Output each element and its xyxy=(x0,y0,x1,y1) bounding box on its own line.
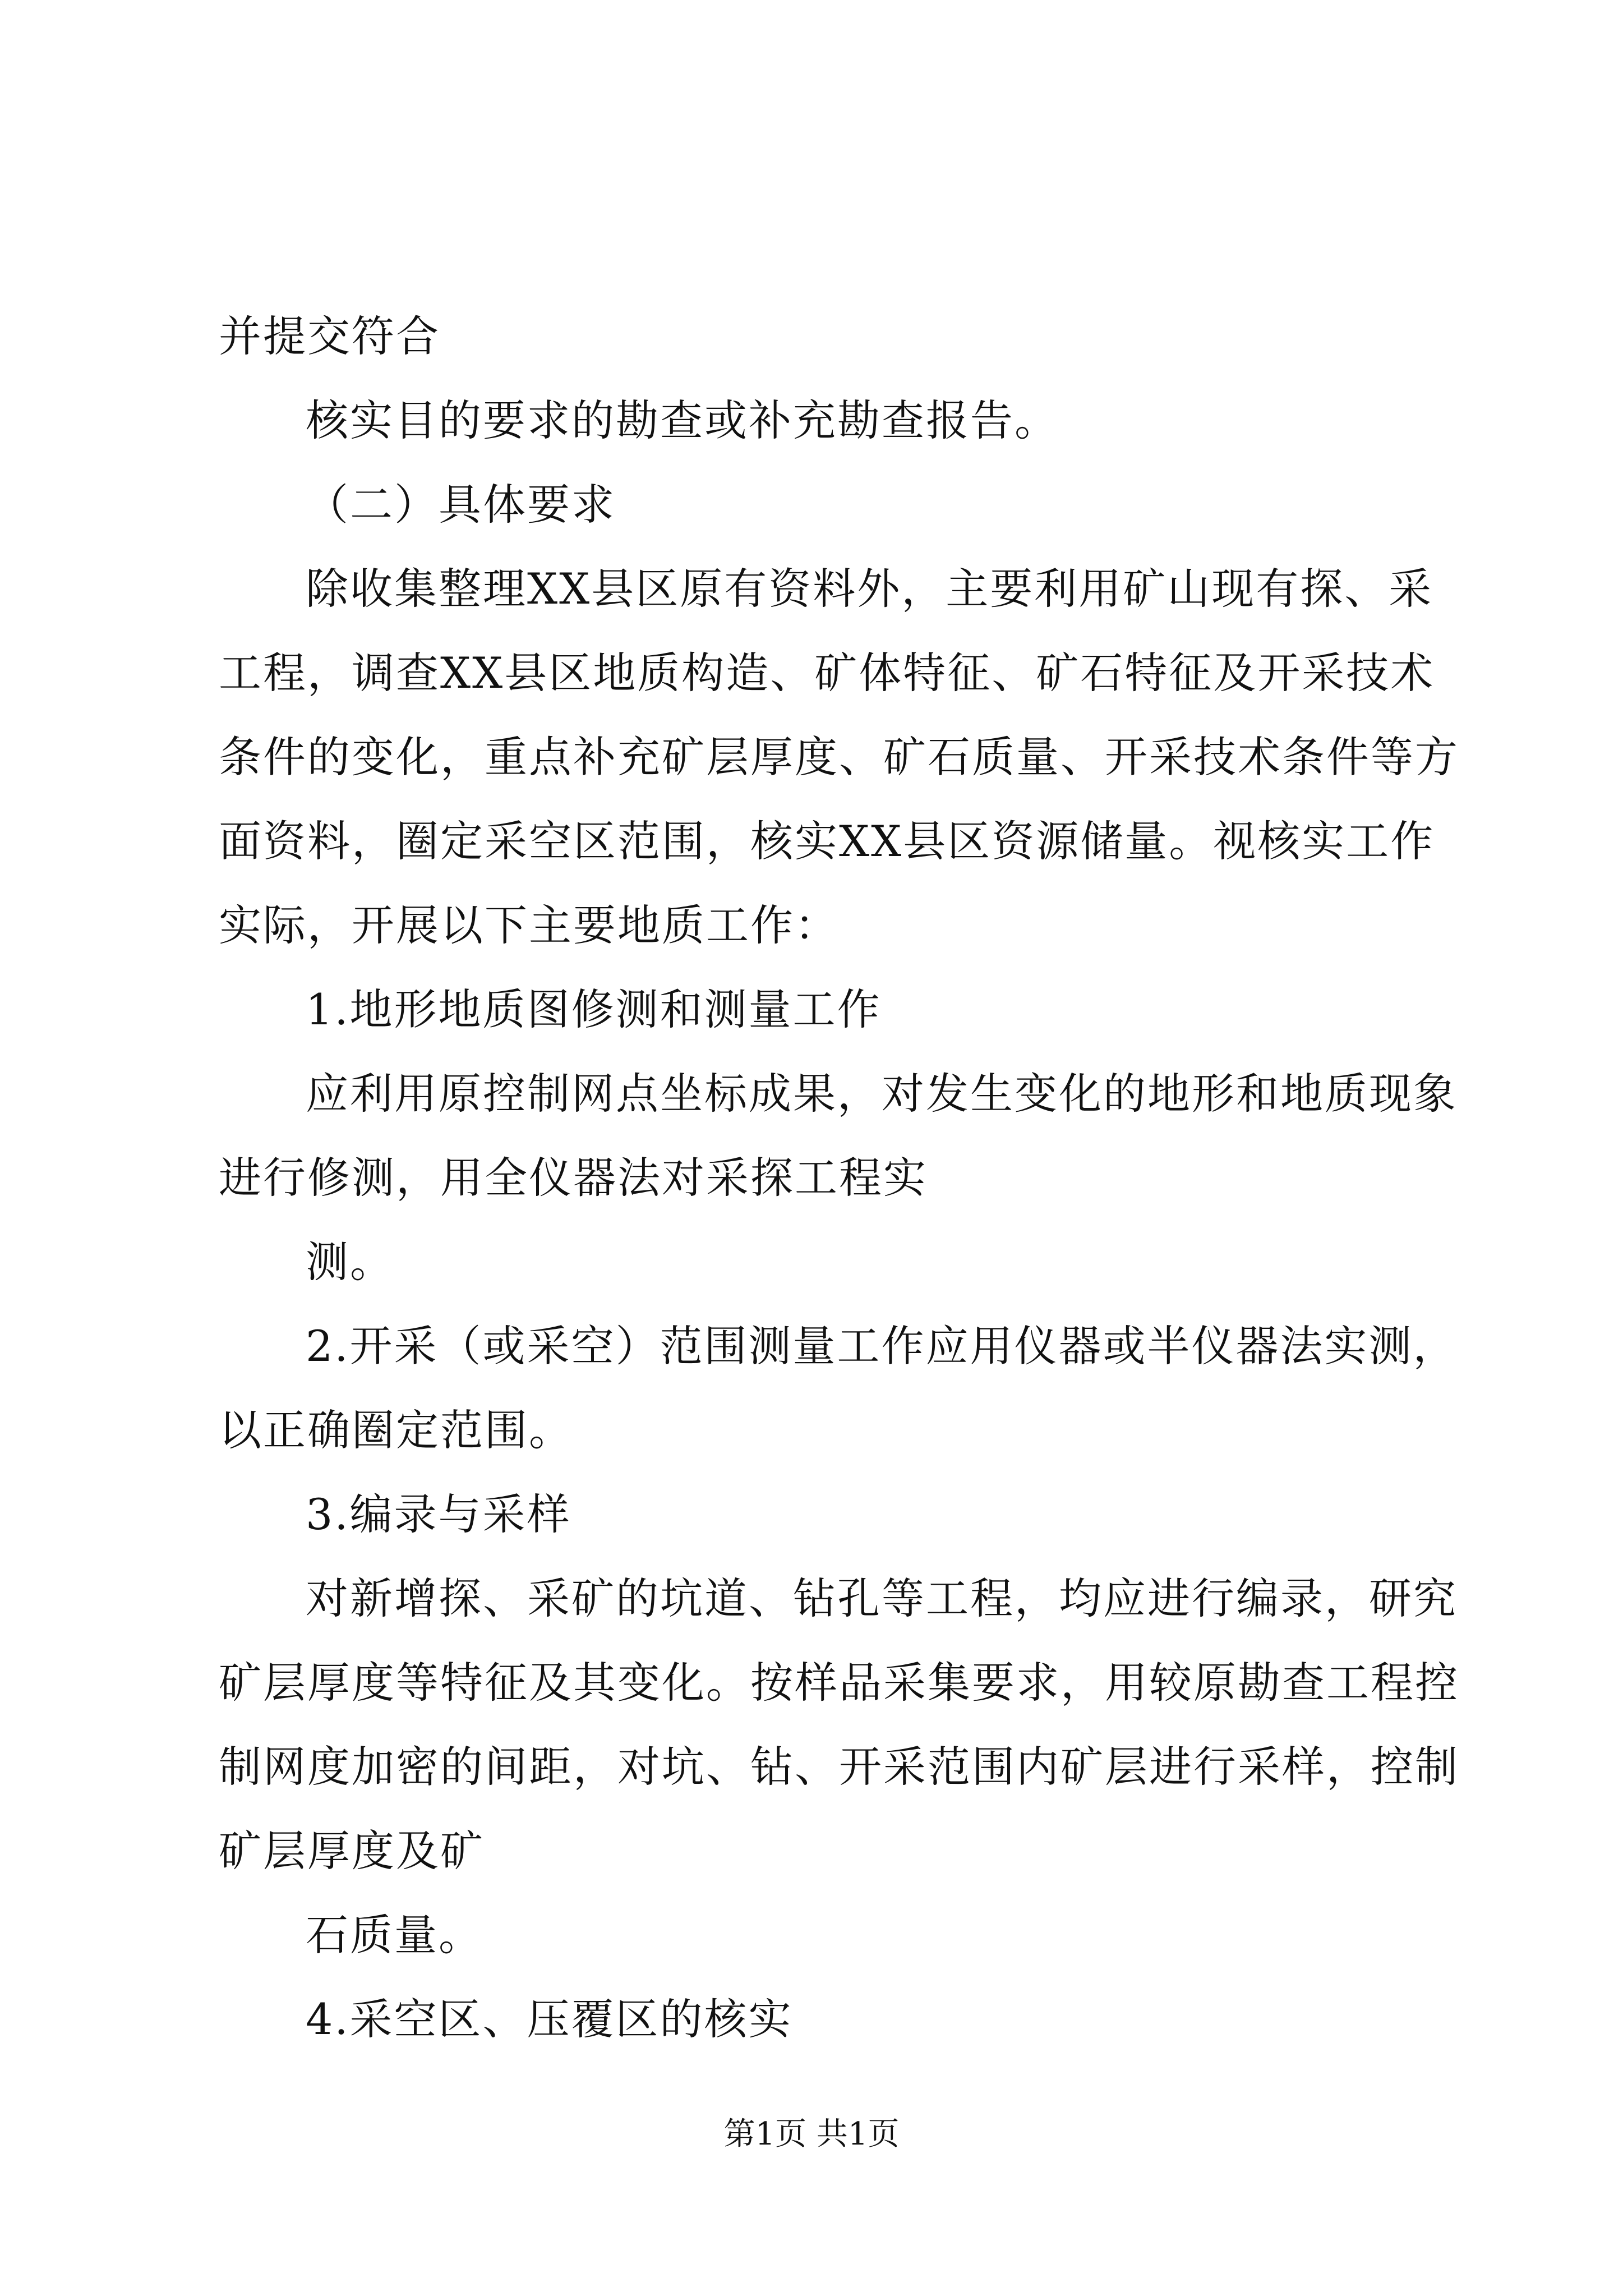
item-heading: 3.编录与采样 xyxy=(306,1489,571,1539)
text-line: 核实目的要求的勘查或补充勘查报告。 xyxy=(306,395,1059,445)
text-line: 应利用原控制网点坐标成果，对发生变化的地形和地质现象 xyxy=(306,1069,1458,1119)
text-line: 并提交符合 xyxy=(219,311,440,361)
text-line: 进行修测，用全仪器法对采探工程实 xyxy=(219,1153,928,1203)
text-line: 工程，调查XX县区地质构造、矿体特征、矿石特征及开采技术 xyxy=(219,648,1435,698)
text-line: 实际，开展以下主要地质工作： xyxy=(219,900,839,950)
text-line: 以正确圈定范围。 xyxy=(219,1405,573,1455)
page-number-footer: 第1页 共1页 xyxy=(723,2116,900,2152)
item-heading: 4.采空区、压覆区的核实 xyxy=(306,1994,793,2044)
text-line: 矿层厚度及矿 xyxy=(219,1826,485,1876)
text-line: 除收集整理XX县区原有资料外，主要利用矿山现有探、采 xyxy=(306,564,1433,614)
section-heading: （二）具体要求 xyxy=(306,480,616,530)
text-line: 条件的变化，重点补充矿层厚度、矿石质量、开采技术条件等方 xyxy=(219,732,1459,782)
text-line: 矿层厚度等特征及其变化。按样品采集要求，用较原勘查工程控 xyxy=(219,1658,1459,1708)
text-line: 测。 xyxy=(306,1237,394,1287)
item-heading: 2.开采（或采空）范围测量工作应用仪器或半仪器法实测， xyxy=(306,1321,1458,1371)
text-line: 对新增探、采矿的坑道、钻孔等工程，均应进行编录，研究 xyxy=(306,1573,1458,1623)
text-line: 制网度加密的间距，对坑、钻、开采范围内矿层进行采样，控制 xyxy=(219,1742,1459,1792)
text-line: 石质量。 xyxy=(306,1910,483,1960)
item-heading: 1.地形地质图修测和测量工作 xyxy=(306,984,882,1034)
text-line: 面资料，圈定采空区范围，核实XX县区资源储量。视核实工作 xyxy=(219,816,1435,866)
